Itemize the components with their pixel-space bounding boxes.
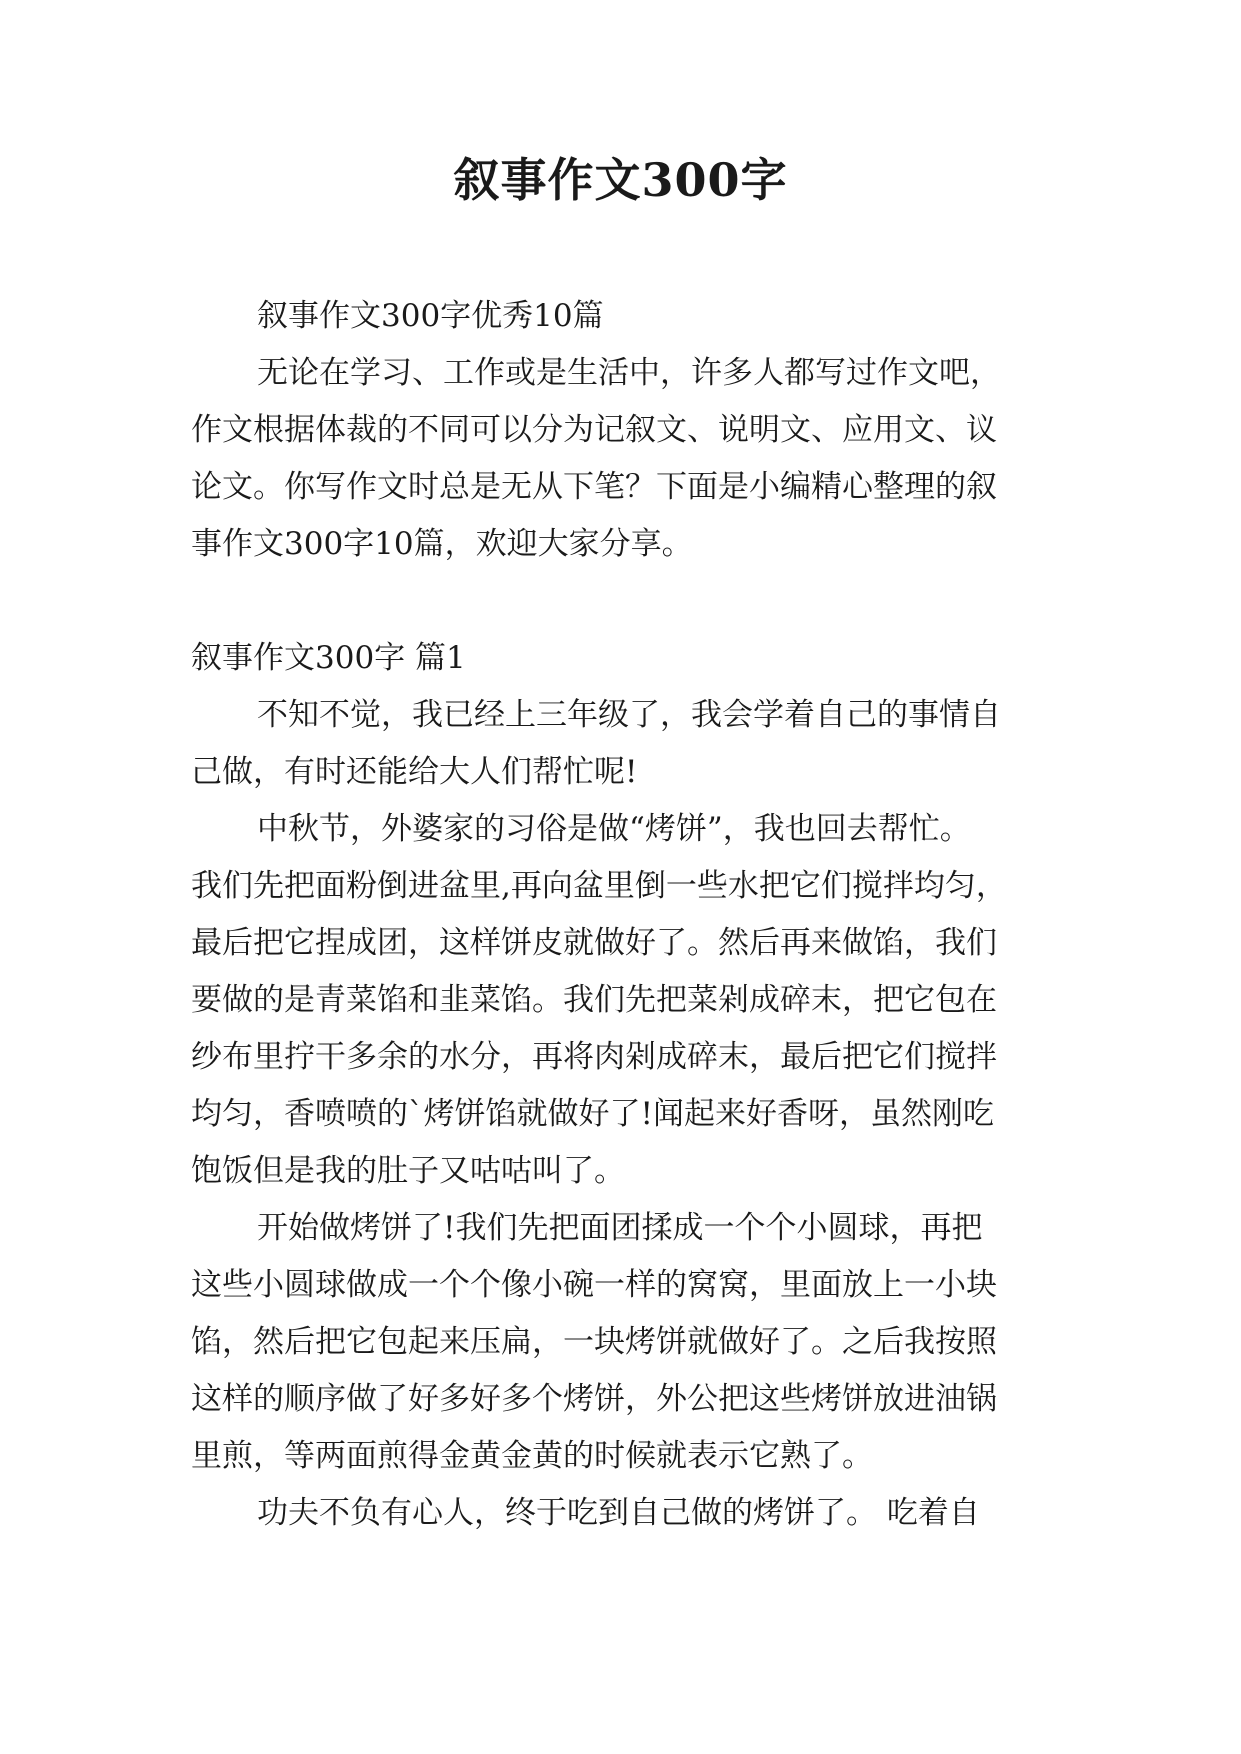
paragraph-line: 均匀，香喷喷的`烤饼馅就做好了!闻起来好香呀，虽然刚吃 — [191, 1096, 994, 1132]
paragraph-line: 要做的是青菜馅和韭菜馅。我们先把菜剁成碎末，把它包在 — [191, 982, 997, 1018]
document-title: 叙事作文300字 — [453, 153, 788, 207]
paragraph-line: 功夫不负有心人，终于吃到自己做的烤饼了。 吃着自 — [257, 1495, 980, 1531]
paragraph-line: 里煎，等两面煎得金黄金黄的时候就表示它熟了。 — [191, 1438, 873, 1474]
paragraph-line: 纱布里拧干多余的水分，再将肉剁成碎末，最后把它们搅拌 — [191, 1039, 997, 1075]
intro-line: 作文根据体裁的不同可以分为记叙文、说明文、应用文、议 — [191, 412, 997, 448]
paragraph-line: 我们先把面粉倒进盆里,再向盆里倒一些水把它们搅拌均匀， — [191, 868, 1007, 904]
intro-subtitle: 叙事作文300字优秀10篇 — [257, 298, 604, 334]
paragraph-line: 馅，然后把它包起来压扁，一块烤饼就做好了。之后我按照 — [191, 1324, 997, 1360]
intro-line: 论文。你写作文时总是无从下笔？下面是小编精心整理的叙 — [191, 469, 997, 505]
paragraph-line: 己做，有时还能给大人们帮忙呢! — [191, 754, 638, 790]
section-spacer — [191, 573, 1051, 630]
paragraph-line: 这些小圆球做成一个个像小碗一样的窝窝，里面放上一小块 — [191, 1267, 997, 1303]
document-body — [191, 288, 1051, 1542]
paragraph-line: 这样的顺序做了好多好多个烤饼，外公把这些烤饼放进油锅 — [191, 1381, 997, 1417]
paragraph-line: 开始做烤饼了!我们先把面团揉成一个个小圆球，再把 — [257, 1210, 983, 1246]
paragraph-line: 不知不觉，我已经上三年级了，我会学着自己的事情自 — [257, 697, 1001, 733]
paragraph-line: 饱饭但是我的肚子又咕咕叫了。 — [191, 1153, 625, 1189]
intro-line: 无论在学习、工作或是生活中，许多人都写过作文吧， — [257, 355, 1001, 391]
paragraph-line: 最后把它捏成团，这样饼皮就做好了。然后再来做馅，我们 — [191, 925, 997, 961]
section-heading: 叙事作文300字 篇1 — [191, 640, 466, 676]
intro-line: 事作文300字10篇，欢迎大家分享。 — [191, 526, 693, 562]
paragraph-line: 中秋节，外婆家的习俗是做“烤饼”，我也回去帮忙。 — [257, 811, 971, 847]
